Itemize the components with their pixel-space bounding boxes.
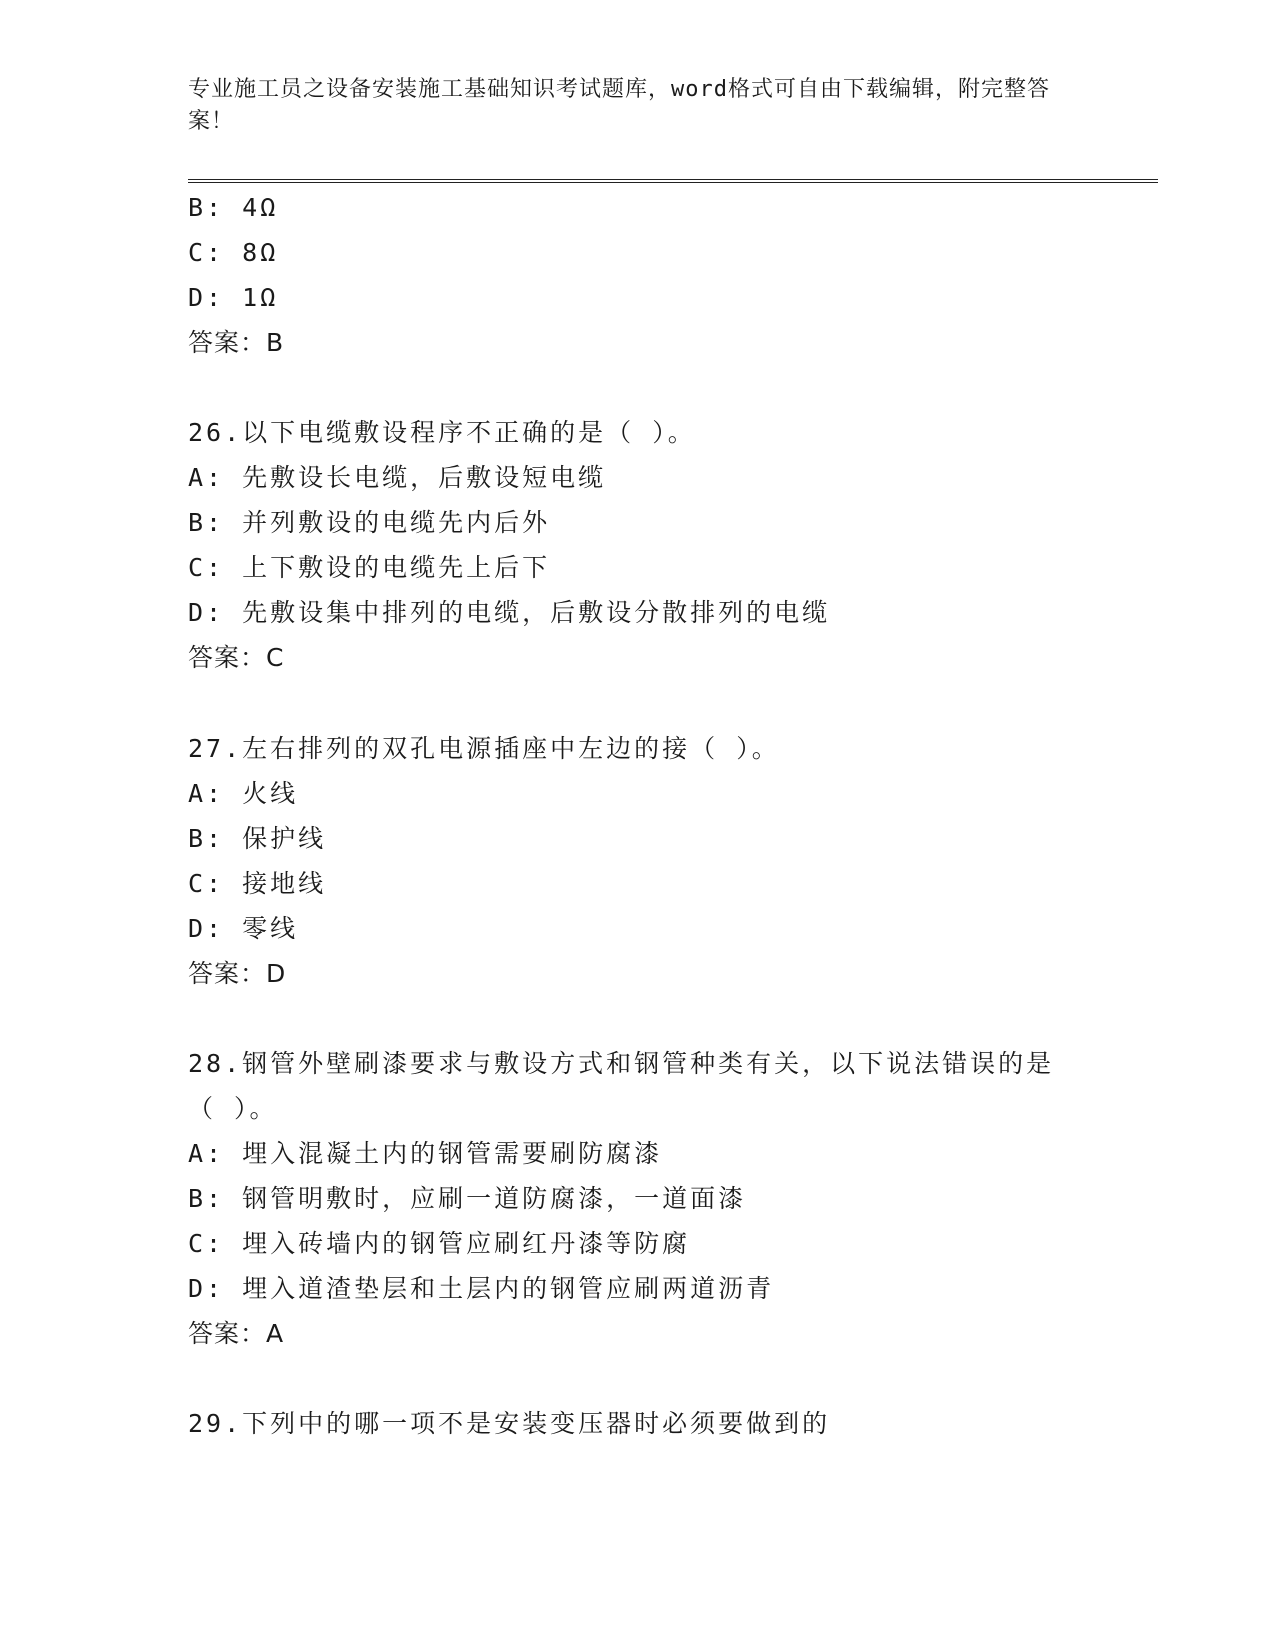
q28-option-a: A: 埋入混凝土内的钢管需要刷防腐漆 <box>188 1139 663 1168</box>
q28-answer: 答案：A <box>188 1319 285 1348</box>
q26-option-b: B: 并列敷设的电缆先内后外 <box>188 508 551 537</box>
q25-option-c: C: 8Ω <box>188 238 279 267</box>
q27-option-c: C: 接地线 <box>188 869 327 898</box>
q27-option-d: D: 零线 <box>188 914 299 943</box>
q26-option-a: A: 先敷设长电缆，后敷设短电缆 <box>188 463 607 492</box>
page-header-title: 专业施工员之设备安装施工基础知识考试题库，word格式可自由下载编辑，附完整答案！ <box>188 77 1050 134</box>
q28-option-c: C: 埋入砖墙内的钢管应刷红丹漆等防腐 <box>188 1229 691 1258</box>
q25-option-b: B: 4Ω <box>188 193 279 222</box>
q27-option-a: A: 火线 <box>188 779 299 808</box>
q26-option-c: C: 上下敷设的电缆先上后下 <box>188 553 551 582</box>
q26-option-d: D: 先敷设集中排列的电缆，后敷设分散排列的电缆 <box>188 598 831 627</box>
q26-answer: 答案：C <box>188 643 285 672</box>
q27-answer: 答案：D <box>188 959 287 988</box>
q25-option-d: D: 1Ω <box>188 283 279 312</box>
q27-question: 27.左右排列的双孔电源插座中左边的接（ ）。 <box>188 734 780 763</box>
q28-option-b: B: 钢管明敷时，应刷一道防腐漆，一道面漆 <box>188 1184 747 1213</box>
header-divider <box>188 179 1158 183</box>
q29-question: 29.下列中的哪一项不是安装变压器时必须要做到的 <box>188 1409 831 1438</box>
q26-question: 26.以下电缆敷设程序不正确的是（ ）。 <box>188 418 696 447</box>
q28-question-line2: （ ）。 <box>188 1094 278 1123</box>
q25-answer: 答案：B <box>188 328 285 357</box>
q28-question-line1: 28.钢管外壁刷漆要求与敷设方式和钢管种类有关，以下说法错误的是 <box>188 1049 1055 1078</box>
q27-option-b: B: 保护线 <box>188 824 327 853</box>
q28-option-d: D: 埋入道渣垫层和土层内的钢管应刷两道沥青 <box>188 1274 775 1303</box>
